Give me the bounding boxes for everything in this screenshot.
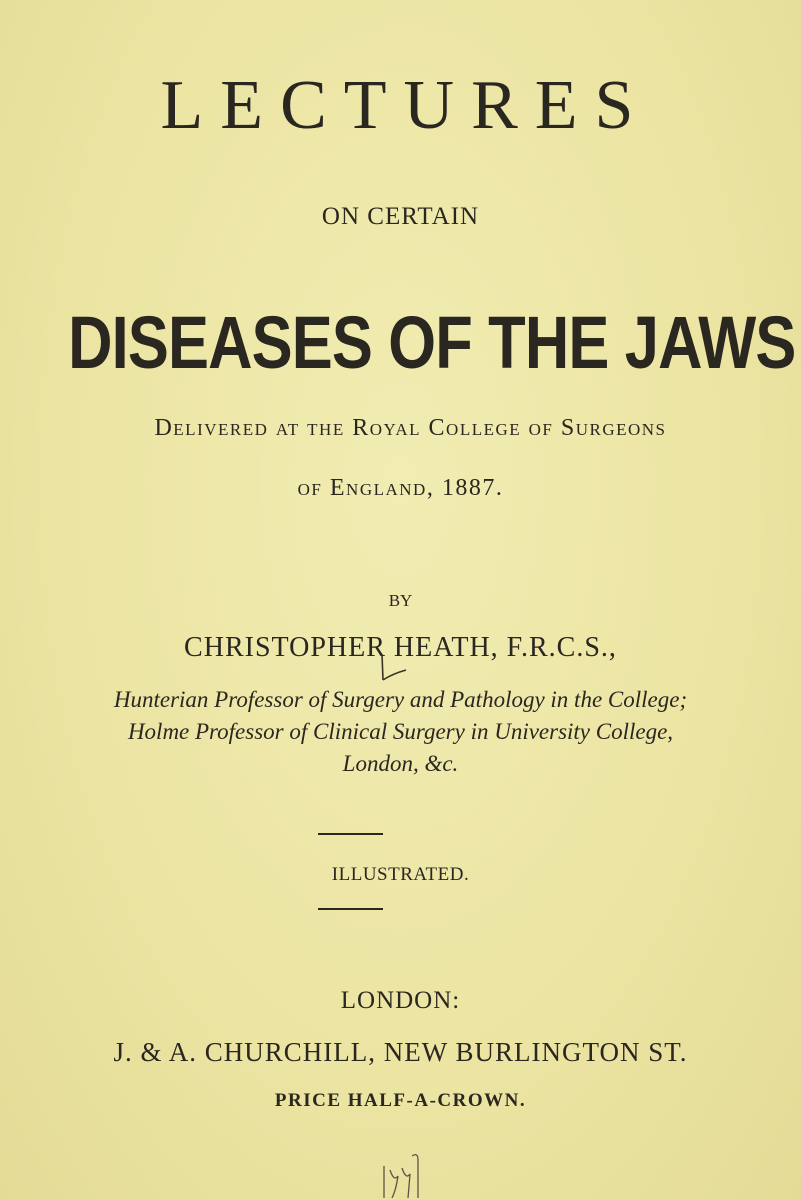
divider-top (318, 833, 383, 835)
delivered-line-1: Delivered at the Royal College of Surgeons (154, 415, 667, 441)
subtitle-small: ON CERTAIN (321, 203, 480, 230)
pencil-annotation-icon (378, 1146, 428, 1200)
by-label: BY (388, 591, 413, 610)
imprint-city: LONDON: (340, 987, 461, 1014)
price-line: PRICE HALF-A-CROWN. (274, 1090, 527, 1111)
affiliation-line-2: Holme Professor of Clinical Surgery in University College, (127, 719, 674, 744)
affiliation-line-1: Hunterian Professor of Surgery and Pathology in the College; (113, 687, 688, 712)
main-title: LECTURES (160, 67, 651, 144)
divider-bottom (318, 908, 383, 910)
author-name: CHRISTOPHER HEATH, F.R.C.S., (184, 632, 617, 663)
illustrated-label: ILLUSTRATED. (331, 864, 470, 885)
affiliation-line-3: London, &c. (342, 751, 459, 776)
publisher-line: J. & A. CHURCHILL, NEW BURLINGTON ST. (113, 1037, 688, 1067)
subtitle-main: DISEASES OF THE JAWS (68, 301, 796, 384)
delivered-line-2: of England, 1887. (297, 475, 504, 501)
